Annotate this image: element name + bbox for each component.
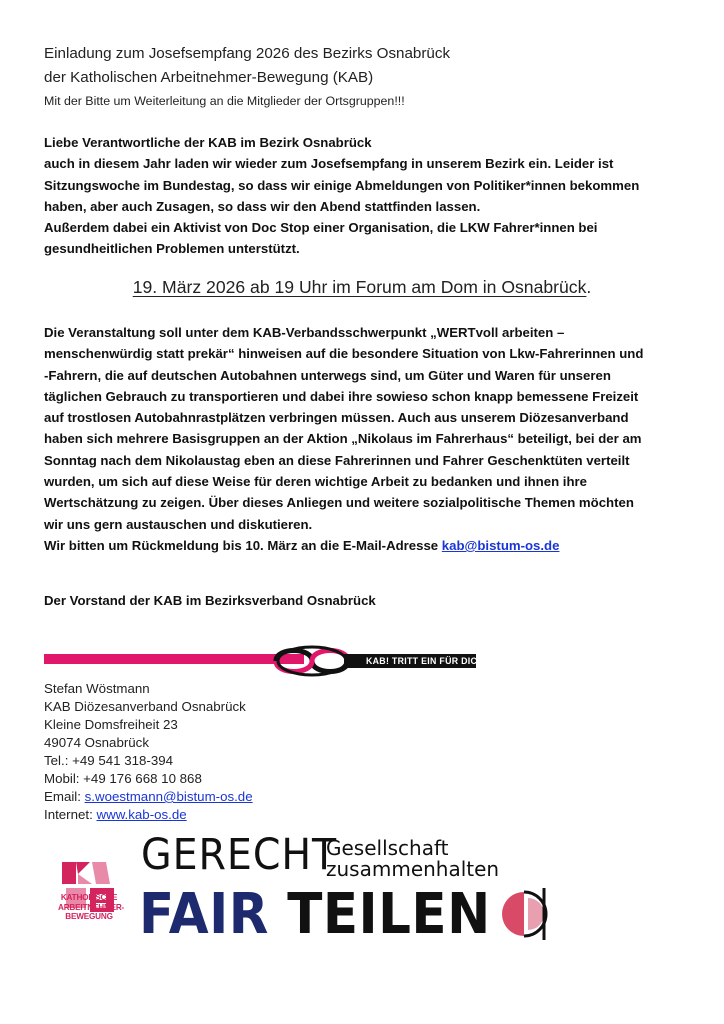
intro-paragraph xyxy=(44,132,639,260)
event-text: 19. März 2026 ab 19 Uhr im Forum am Dom in Osnabrück xyxy=(132,277,587,297)
kab-logo-caption xyxy=(58,893,125,922)
signature: Der Vorstand der KAB im Bezirksverband Osnabrück xyxy=(44,593,376,608)
kab-caption-line: KATHOLISCHE xyxy=(60,893,118,902)
contact-internet-line xyxy=(44,806,253,824)
contact-name: Stefan Wöstmann xyxy=(44,681,150,696)
internet-label: Internet: xyxy=(44,807,97,822)
body-line: wir uns gern austauschen und diskutieren. xyxy=(44,516,313,532)
event-suffix: . xyxy=(586,277,592,297)
body-line: wurden, um sich auf diese Weise für deren wichtige Arbeit zu bedanken und ihnen ihre xyxy=(44,474,587,490)
body-line: Sonntag nach dem Nikolaustag eben an diese Fahrerinnen und Fahrer Geschenktüten verteilt xyxy=(44,452,630,468)
fair-teilen-wordmark xyxy=(139,882,491,947)
rsvp-line xyxy=(44,535,643,556)
contact-mobile: Mobil: +49 176 668 10 868 xyxy=(44,771,202,786)
tagline-line-2: zusammenhalten xyxy=(326,857,500,881)
body-line: Die Veranstaltung soll unter dem KAB-Verbandsschwerpunkt „WERTvoll arbeiten – xyxy=(44,325,565,340)
body-paragraph xyxy=(44,322,643,556)
intro-line: haben, aber auch Zusagen, so dass wir den Abend stattfinden lassen. xyxy=(44,198,481,214)
email-label: Email: xyxy=(44,789,85,804)
kab-caption-line: BEWEGUNG xyxy=(65,912,113,922)
event-date-location xyxy=(0,277,724,298)
header-title-line-1: Einladung zum Josefsempfang 2026 des Bezirks Osnabrück xyxy=(44,45,451,62)
knot-icon xyxy=(272,643,352,679)
forwarding-note: Mit der Bitte um Weiterleitung an die Mitglieder der Ortsgruppen!!! xyxy=(44,94,405,108)
fair-word: FAIR xyxy=(139,882,269,947)
intro-line: auch in diesem Jahr laden wir wieder zum Josefsempfang in unserem Bezirk ein. Leider ist xyxy=(44,156,614,172)
intro-line: Sitzungswoche im Bundestag, so dass wir einige Abmeldungen von Politiker*innen bekommen xyxy=(44,177,640,193)
gerecht-wordmark: GERECHT xyxy=(141,830,338,880)
campaign-circle-icon xyxy=(494,884,554,944)
body-line: Wertschätzung zu zeigen. Über dieses Anliegen und weitere sozialpolitische Themen möchten xyxy=(44,495,634,511)
contact-street: Kleine Domsfreiheit 23 xyxy=(44,717,178,732)
intro-line: Außerdem dabei ein Aktivist von Doc Stop einer Organisation, die LKW Fahrer*innen bei xyxy=(44,220,598,236)
teilen-word: TEILEN xyxy=(287,882,491,947)
banner-slogan: KAB! TRITT EIN FÜR DICH. xyxy=(366,656,487,666)
tagline-line-1: Gesellschaft xyxy=(326,836,449,860)
contact-email-line xyxy=(44,788,253,806)
banner-pink-bar xyxy=(44,654,304,664)
body-line: -Fahrern, die auf deutschen Autobahnen unterwegs sind, um Güter und Waren für unseren xyxy=(44,367,611,383)
header-title-line-2: der Katholischen Arbeitnehmer-Bewegung (KAB) xyxy=(44,69,374,86)
body-line: auf trostlosen Autobahnrastplätzen verbringen müssen. Auch aus unserem Diözesanverband xyxy=(44,410,629,426)
kab-banner xyxy=(44,643,487,679)
contact-org: KAB Diözesanverband Osnabrück xyxy=(44,699,246,714)
intro-line: Liebe Verantwortliche der KAB im Bezirk Osnabrück xyxy=(44,135,372,150)
body-line: haben sich mehrere Basisgruppen an der Aktion „Nikolaus im Fahrerhaus“ beteiligt, bei der am xyxy=(44,431,642,447)
intro-line: gesundheitlichen Problemen unterstützt. xyxy=(44,241,300,257)
campaign-tagline xyxy=(326,838,499,880)
rsvp-text: Wir bitten um Rückmeldung bis 10. März an die E-Mail-Adresse xyxy=(44,537,442,553)
website-link[interactable]: www.kab-os.de xyxy=(96,807,187,822)
contact-city: 49074 Osnabrück xyxy=(44,735,149,750)
body-line: täglichen Gebrauch zu transportieren und dabei ihre sowieso schon knapp bemessene Freizeit xyxy=(44,388,639,404)
contact-email-link[interactable]: s.woestmann@bistum-os.de xyxy=(84,789,253,804)
rsvp-email-link[interactable]: kab@bistum-os.de xyxy=(441,537,560,553)
kab-logo-icon xyxy=(58,836,125,940)
contact-block xyxy=(44,680,253,824)
contact-tel: Tel.: +49 541 318-394 xyxy=(44,753,174,768)
body-line: menschenwürdig statt prekär“ hinweisen auf die besondere Situation von Lkw-Fahrerinnen und xyxy=(44,346,644,362)
kab-caption-line: ARBEITNEHMER- xyxy=(58,902,125,912)
